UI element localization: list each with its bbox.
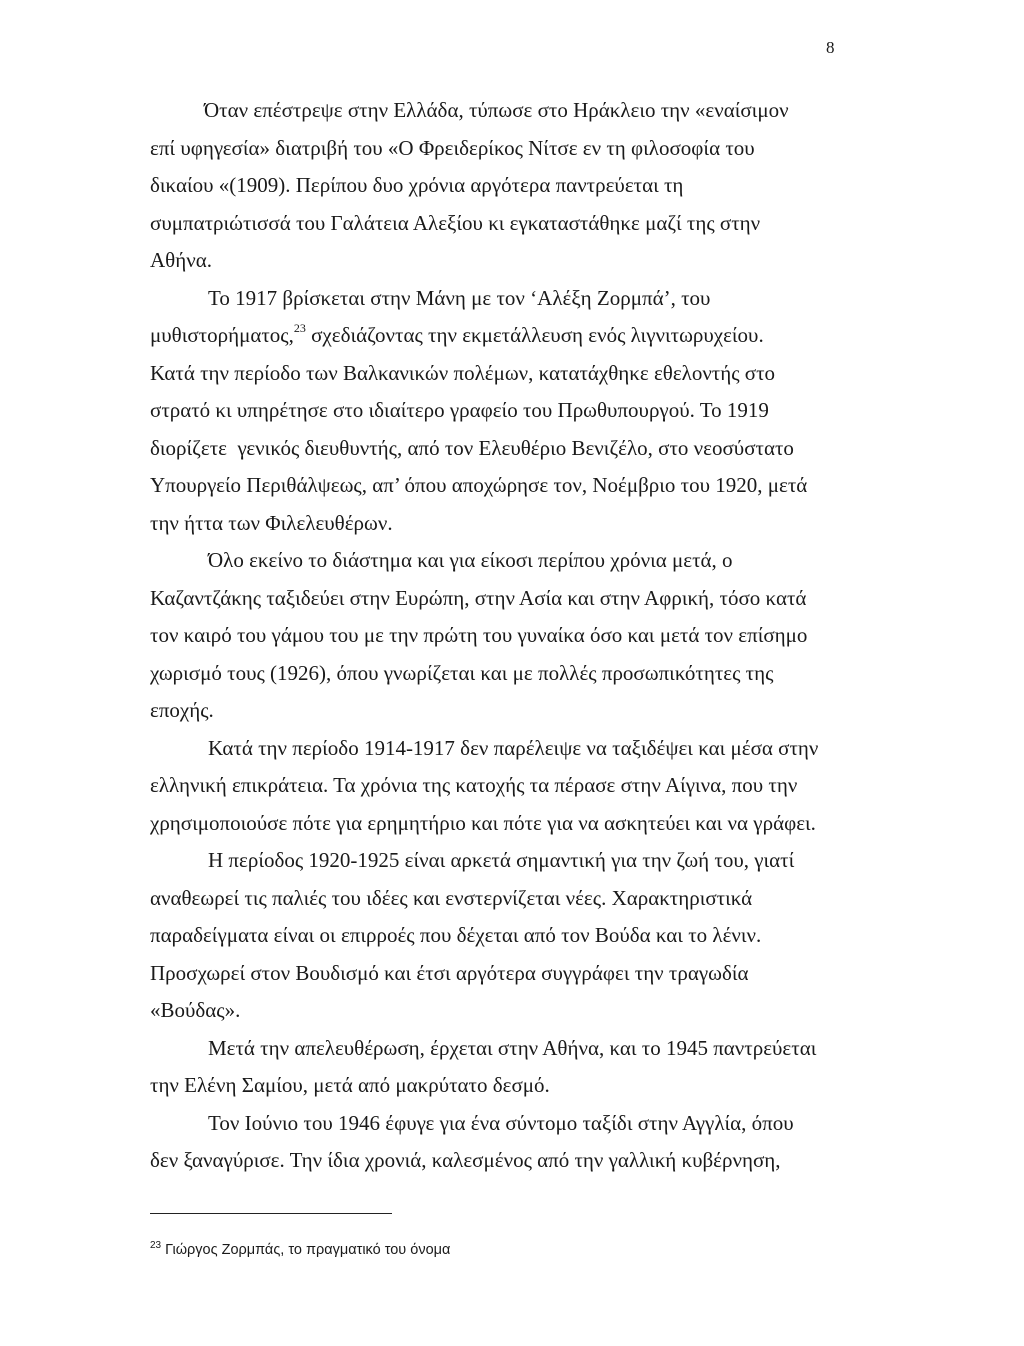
text-line: στρατό κι υπηρέτησε στο ιδιαίτερο γραφείο του Πρωθυπουργού. Το 1919 xyxy=(150,398,769,422)
text-line: Η περίοδος 1920-1925 είναι αρκετά σημαντική για την ζωή του, γιατί xyxy=(208,848,795,872)
text-line xyxy=(150,317,970,355)
text-line: Κατά την περίοδο των Βαλκανικών πολέμων, κατατάχθηκε εθελοντής στο xyxy=(150,360,776,385)
text-line: Υπουργείο Περιθάλψεως, απ’ όπου αποχώρησε τον, Νοέμβριο του 1920, μετά xyxy=(150,473,808,497)
text-line: ελληνική επικράτεια. Τα χρόνια της κατοχής τα πέρασε στην Αίγινα, που την xyxy=(150,773,798,797)
text-line: τον καιρό του γάμου του με την πρώτη του γυναίκα όσο και μετά τον επίσημο xyxy=(150,623,808,647)
footnote-separator xyxy=(150,1213,392,1214)
page-number: 8 xyxy=(826,38,835,57)
text-line: Όλο εκείνο το διάστημα και για είκοσι περίπου χρόνια μετά, ο xyxy=(208,548,733,572)
footnote-reference: 23 xyxy=(293,321,306,335)
body-text xyxy=(150,92,970,1180)
text-line: αναθεωρεί τις παλιές του ιδέες και ενστερνίζεται νέες. Χαρακτηριστικά xyxy=(150,885,753,910)
text-line: Προσχωρεί στον Βουδισμό και έτσι αργότερα συγγράφει την τραγωδία xyxy=(150,960,749,985)
text-line: την ήττα των Φιλελευθέρων. xyxy=(150,510,393,535)
text-segment: σχεδιάζοντας την εκμετάλλευση ενός λιγνιτωρυχείου. xyxy=(305,323,764,347)
footnote-text: Γιώργος Ζορμπάς, το πραγματικό του όνομα xyxy=(165,1242,451,1258)
text-line: δεν ξαναγύρισε. Την ίδια χρονιά, καλεσμένος από την γαλλική κυβέρνηση, xyxy=(150,1148,781,1172)
text-line: Κατά την περίοδο 1914-1917 δεν παρέλειψε να ταξιδέψει και μέσα στην xyxy=(208,735,819,760)
text-line: Καζαντζάκης ταξιδεύει στην Ευρώπη, στην Ασία και στην Αφρική, τόσο κατά xyxy=(150,585,807,610)
text-line: Όταν επέστρεψε στην Ελλάδα, τύπωσε στο Ηράκλειο την «εναίσιμον xyxy=(204,98,789,122)
text-line: παραδείγματα είναι οι επιρροές που δέχεται από τον Βούδα και το λένιν. xyxy=(150,923,762,947)
text-line: χρησιμοποιούσε πότε για ερημητήριο και πότε για να ασκητεύει και να γράφει. xyxy=(150,810,816,835)
text-line: δικαίου «(1909). Περίπου δυο χρόνια αργότερα παντρεύεται τη xyxy=(150,173,684,197)
text-line: «Βούδας». xyxy=(150,998,241,1022)
text-line: χωρισμό τους (1926), όπου γνωρίζεται και με πολλές προσωπικότητες της xyxy=(150,660,774,685)
footnote-marker: 23 xyxy=(150,1240,162,1252)
text-line: την Ελένη Σαμίου, μετά από μακρύτατο δεσμό. xyxy=(150,1073,550,1097)
text-line: εποχής. xyxy=(150,698,214,722)
text-line: διορίζετε γενικός διευθυντής, από τον Ελευθέριο Βενιζέλο, στο νεοσύστατο xyxy=(150,435,794,460)
footnote xyxy=(150,1241,450,1259)
text-segment: μυθιστορήματος, xyxy=(150,323,294,347)
text-line: συμπατριώτισσά του Γαλάτεια Αλεξίου κι εγκαταστάθηκε μαζί της στην xyxy=(150,210,761,235)
text-line: Αθήνα. xyxy=(150,248,212,272)
text-line: Τον Ιούνιο του 1946 έφυγε για ένα σύντομο ταξίδι στην Αγγλία, όπου xyxy=(208,1110,794,1135)
text-line: Το 1917 βρίσκεται στην Μάνη με τον ‘Αλέξη Ζορμπά’, του xyxy=(208,285,711,310)
text-line: Μετά την απελευθέρωση, έρχεται στην Αθήνα, και το 1945 παντρεύεται xyxy=(208,1035,817,1060)
text-line: επί υφηγεσία» διατριβή του «Ο Φρειδερίκος Νίτσε εν τη φιλοσοφία του xyxy=(150,135,755,160)
